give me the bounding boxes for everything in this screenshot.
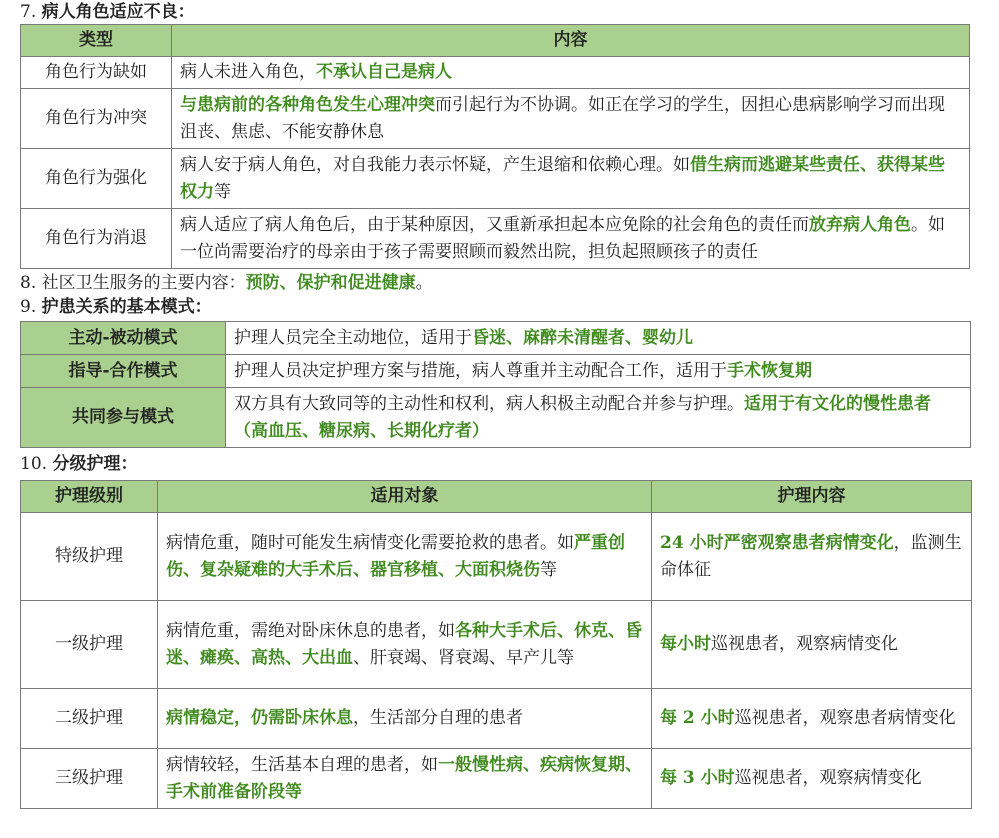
role-content bbox=[172, 209, 970, 269]
text-segment: ，监测生命体征 bbox=[660, 532, 962, 580]
text-segment: 病人适应了病人角色后，由于某种原因，又重新承担起本应免除的社会角色的责任而 bbox=[180, 214, 809, 235]
role-content bbox=[172, 149, 970, 209]
section-9-heading bbox=[20, 295, 999, 319]
target-patients bbox=[158, 513, 652, 601]
highlighted-text: 借生病而逃避某些责任、获得某些权力 bbox=[180, 154, 945, 202]
highlighted-text: 严重创伤、复杂疑难的大手术后、器官移植、大面积烧伤 bbox=[166, 532, 625, 580]
section-number: 10. bbox=[20, 454, 48, 474]
text-segment: 病情较轻，生活基本自理的患者，如 bbox=[166, 754, 438, 775]
target-patients bbox=[158, 601, 652, 689]
section-title: 护患关系的基本模式： bbox=[41, 297, 212, 317]
model-name: 主动-被动模式 bbox=[21, 322, 226, 355]
text-segment: 等 bbox=[214, 181, 231, 202]
text-segment: 病情危重，随时可能发生病情变化需要抢救的患者。如 bbox=[166, 532, 574, 553]
section-8-line bbox=[20, 271, 999, 295]
header-type: 类型 bbox=[21, 25, 172, 57]
highlighted-text: 适用于有文化的慢性患者（高血压、糖尿病、长期化疗者） bbox=[234, 393, 931, 441]
highlighted-text: 每 3 小时 bbox=[660, 768, 735, 788]
text-segment: 而引起行为不协调。如正在学习的学生，因担心患病影响学习而出现沮丧、焦虑、不能安静休息 bbox=[180, 94, 945, 142]
section-8-text bbox=[42, 273, 433, 293]
text-segment: 双方具有大致同等的主动性和权利，病人积极主动配合并参与护理。 bbox=[234, 393, 744, 414]
text-segment: ，生活部分自理的患者 bbox=[353, 708, 523, 728]
text-segment: 病人安于病人角色，对自我能力表示怀疑，产生退缩和依赖心理。如 bbox=[180, 154, 690, 175]
text-segment: 护理人员完全主动地位，适用于 bbox=[234, 327, 472, 348]
model-name: 共同参与模式 bbox=[21, 388, 226, 448]
section-10-heading bbox=[20, 452, 999, 476]
header-target: 适用对象 bbox=[158, 481, 652, 513]
role-type: 角色行为消退 bbox=[21, 209, 172, 269]
role-type: 角色行为缺如 bbox=[21, 57, 172, 89]
role-type: 角色行为冲突 bbox=[21, 89, 172, 149]
highlighted-text: 放弃病人角色 bbox=[809, 214, 911, 235]
role-content bbox=[172, 57, 970, 89]
text-segment: 等 bbox=[540, 559, 557, 580]
role-content bbox=[172, 89, 970, 149]
section-number: 8. bbox=[20, 273, 37, 293]
highlighted-text: 每小时 bbox=[660, 634, 711, 654]
target-patients bbox=[158, 749, 652, 809]
target-patients bbox=[158, 689, 652, 749]
model-description bbox=[226, 322, 971, 355]
highlighted-text: 手术恢复期 bbox=[727, 360, 812, 381]
nursing-level-table bbox=[20, 480, 972, 809]
text-segment: 病情危重，需绝对卧床休息的患者，如 bbox=[166, 620, 455, 641]
nursing-content bbox=[652, 513, 972, 601]
model-description bbox=[226, 355, 971, 388]
text-segment: 社区卫生服务的主要内容： bbox=[41, 273, 246, 293]
highlighted-text: 每 2 小时 bbox=[660, 708, 735, 728]
text-segment: 巡视患者，观察病情变化 bbox=[734, 768, 922, 788]
nursing-content bbox=[652, 689, 972, 749]
header-content: 内容 bbox=[172, 25, 970, 57]
text-segment: 巡视患者，观察患者病情变化 bbox=[734, 708, 956, 728]
nursing-level: 特级护理 bbox=[21, 513, 158, 601]
highlighted-text: 各种大手术后、休克、昏迷、瘫痪、高热、大出血 bbox=[166, 620, 642, 668]
nursing-level: 三级护理 bbox=[21, 749, 158, 809]
model-description bbox=[226, 388, 971, 448]
section-title: 分级护理： bbox=[52, 454, 138, 474]
highlighted-text: 昏迷、麻醉未清醒者、婴幼儿 bbox=[472, 327, 693, 348]
header-nursing-content: 护理内容 bbox=[652, 481, 972, 513]
highlighted-text: 病情稳定，仍需卧床休息 bbox=[166, 708, 353, 728]
header-level: 护理级别 bbox=[21, 481, 158, 513]
highlighted-text: 24 小时严密观察患者病情变化 bbox=[660, 532, 894, 553]
nursing-level: 一级护理 bbox=[21, 601, 158, 689]
highlighted-text: 一般慢性病、疾病恢复期、手术前准备阶段等 bbox=[166, 754, 642, 802]
text-segment: 。 bbox=[415, 273, 433, 293]
text-segment: 护理人员决定护理方案与措施，病人尊重并主动配合工作，适用于 bbox=[234, 360, 727, 381]
highlighted-text: 预防、保护和促进健康 bbox=[245, 273, 416, 293]
patient-role-table bbox=[20, 24, 970, 269]
highlighted-text: 与患病前的各种角色发生心理冲突 bbox=[180, 94, 435, 115]
model-name: 指导-合作模式 bbox=[21, 355, 226, 388]
text-segment: 病人未进入角色， bbox=[180, 62, 316, 82]
section-number: 7. bbox=[20, 2, 37, 22]
nursing-level: 二级护理 bbox=[21, 689, 158, 749]
nurse-patient-model-table bbox=[20, 321, 971, 448]
text-segment: 、肝衰竭、肾衰竭、早产儿等 bbox=[353, 647, 574, 668]
text-segment: 巡视患者，观察病情变化 bbox=[711, 634, 898, 654]
text-segment: 。如一位尚需要治疗的母亲由于孩子需要照顾而毅然出院，担负起照顾孩子的责任 bbox=[180, 214, 945, 262]
nursing-content bbox=[652, 749, 972, 809]
section-number: 9. bbox=[20, 297, 37, 317]
section-7-heading bbox=[20, 0, 999, 24]
section-title: 病人角色适应不良： bbox=[41, 2, 195, 22]
highlighted-text: 不承认自己是病人 bbox=[316, 62, 452, 82]
nursing-content bbox=[652, 601, 972, 689]
role-type: 角色行为强化 bbox=[21, 149, 172, 209]
